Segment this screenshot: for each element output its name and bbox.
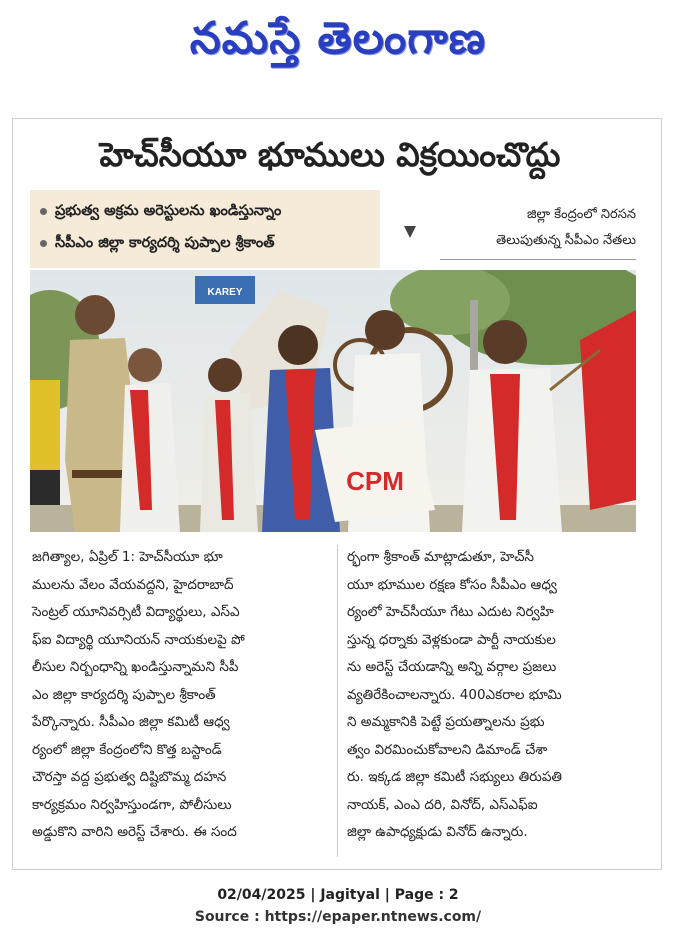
article-line: కార్యక్రమం నిర్వహిస్తుండగా, పోలీసులు (32, 796, 232, 813)
article-line: యూ భూముల రక్షణ కోసం సీపీఎం ఆధ్వ (347, 576, 557, 593)
article-line: అడ్డుకొని వారిని అరెస్ట్ చేశారు. ఈ సంద (32, 824, 237, 840)
kicker-text: ప్రభుత్వ అక్రమ అరెస్టులను ఖండిస్తున్నాం (55, 203, 282, 219)
article-line: ఎం జిల్లా కార్యదర్శి పుప్పాల శ్రీకాంత్ (32, 686, 216, 703)
kicker-item (40, 203, 281, 223)
headline: హెచ్‌సీయూ భూములు విక్రయించొద్దు (99, 135, 561, 174)
article-line: వ్యతిరేకించాలన్నారు. 400ఎకరాల భూమి (347, 686, 562, 703)
article-right-column (347, 544, 643, 847)
article-line: ములను వేలం వేయవద్దని, హైదరాబాద్ (32, 576, 234, 593)
article-line: ర్భంగా శ్రీకాంత్ మాట్లాడుతూ, హెచ్‌సీ (347, 549, 534, 565)
caption-line: జిల్లా కేంద్రంలో నిరసన (527, 207, 636, 222)
kicker-text: సీపీఎం జిల్లా కార్యదర్శి పుప్పాల శ్రీకాంత్ (55, 235, 275, 251)
kicker-item (40, 235, 275, 255)
masthead (0, 0, 676, 78)
masthead-title: నమస్తే తెలంగాణ (189, 13, 487, 64)
column-divider (337, 545, 338, 857)
footer-date-line: 02/04/2025 | Jagityal | Page : 2 (217, 887, 459, 903)
article-line: సెంట్రల్ యూనివర్సిటీ విద్యార్థులు, ఎస్ఎ (32, 604, 240, 620)
article-line: ఫ్‌ఐ విద్యార్థి యూనియన్ నాయకులపై పో (32, 631, 245, 648)
bullet-icon (40, 208, 47, 215)
caption-line: తెలుపుతున్న సీపీఎం నేతలు (496, 233, 636, 248)
caption-rule (440, 259, 636, 260)
protest-photo (30, 270, 636, 532)
article-line: చౌరస్తా వద్ద ప్రభుత్వ దిష్టిబొమ్మ దహన (32, 769, 227, 785)
article-line: ర్యంలో హెచ్‌సీయూ గేటు ఎదుట నిర్వహి (347, 604, 554, 620)
article-left-column (32, 544, 328, 847)
article-line: రు. ఇక్కడ జిల్లా కమిటీ సభ్యులు తిరుపతి (347, 769, 562, 785)
footer (0, 884, 676, 928)
shop-sign-text: KAREY (207, 287, 243, 298)
article-line: స్తున్న ధర్నాకు వెళ్లకుండా పార్టీ నాయకుల (347, 631, 556, 648)
caption-arrow-icon (404, 226, 416, 238)
article-line: త్వం విరమించుకోవాలని డిమాండ్ చేశా (347, 741, 548, 758)
article-line: ని అమ్మకానికి పెట్టే ప్రయత్నాలను ప్రభు (347, 714, 545, 730)
photo-caption (440, 202, 636, 254)
article-line: ను అరెస్ట్ చేయడాన్ని అన్ని వర్గాల ప్రజలు (347, 659, 557, 675)
kicker-box (30, 190, 380, 268)
article-line: నాయక్, ఎంఎ దరి, వినోద్, ఎస్ఎఫ్‌ఐ (347, 796, 538, 813)
footer-source-line[interactable]: Source : https://epaper.ntnews.com/ (194, 909, 482, 925)
article-line: ర్యంలో జిల్లా కేంద్రంలోని కొత్త బస్టాండ్ (32, 741, 222, 758)
article-line: జగిత్యాల, ఏప్రిల్ 1: హెచ్‌సీయూ భూ (32, 549, 223, 565)
article-line: లీసుల నిర్బంధాన్ని ఖండిస్తున్నామని సీపీ (32, 659, 239, 675)
flag-text: CPM (346, 466, 404, 496)
article-line: జిల్లా ఉపాధ్యక్షుడు వినోద్ ఉన్నారు. (347, 824, 528, 840)
bullet-icon (40, 240, 47, 247)
article-line: పేర్కొన్నారు. సీపీఎం జిల్లా కమిటీ ఆధ్వ (32, 714, 230, 730)
